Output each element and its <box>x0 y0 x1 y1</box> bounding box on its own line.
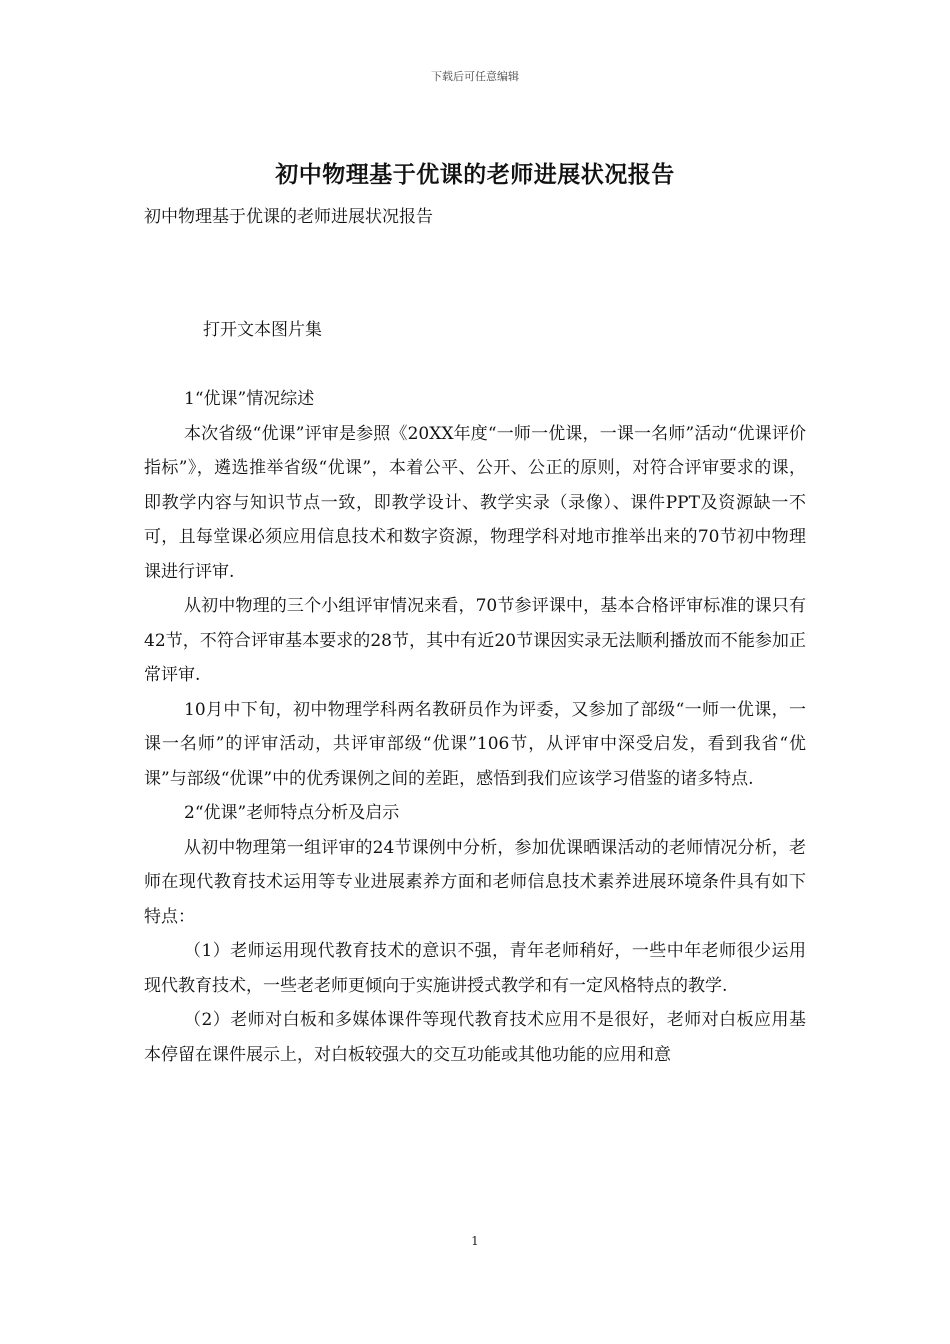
paragraph: 从初中物理第一组评审的24节课例中分析，参加优课晒课活动的老师情况分析，老师在现代教育技术运用等专业进展素养方面和老师信息技术素养进展环境条件具有如下特点： <box>144 837 806 927</box>
document-body <box>144 382 806 1072</box>
paragraph: 本次省级“优课”评审是参照《20XX年度“一师一优课，一课一名师”活动“优课评价指标”》，遴选推举省级“优课”，本着公平、公开、公正的原则，对符合评审要求的课，即教学内容与知识节点一致，即教学设计、教学实录（录像）、课件PPT及资源缺一不可，且每堂课必须应用信息技术和数字资源，物理学科对地市推举出来的70节初中物理课进行评审. <box>144 423 806 582</box>
section-heading-2: 2“优课”老师特点分析及启示 <box>184 803 400 823</box>
open-image-gallery-link[interactable]: 打开文本图片集 <box>203 320 322 340</box>
section-heading-1: 1“优课”情况综述 <box>184 389 315 409</box>
paragraph: 10月中下旬，初中物理学科两名教研员作为评委，又参加了部级“一师一优课，一课一名师”的评审活动，共评审部级“优课”106节，从评审中深受启发，看到我省“优课”与部级“优课”中的优秀课例之间的差距，感悟到我们应该学习借鉴的诸多特点. <box>144 699 806 789</box>
list-item: （2）老师对白板和多媒体课件等现代教育技术应用不是很好，老师对白板应用基本停留在课件展示上，对白板较强大的交互功能或其他功能的应用和意 <box>144 1010 806 1065</box>
list-item: （1）老师运用现代教育技术的意识不强，青年老师稍好，一些中年老师很少运用现代教育技术，一些老老师更倾向于实施讲授式教学和有一定风格特点的教学. <box>144 941 806 996</box>
document-subtitle: 初中物理基于优课的老师进展状况报告 <box>144 207 433 227</box>
paragraph: 从初中物理的三个小组评审情况来看，70节参评课中，基本合格评审标准的课只有42节，不符合评审基本要求的28节，其中有近20节课因实录无法顺利播放而不能参加正常评审. <box>144 596 806 685</box>
page-number: 1 <box>471 1234 479 1248</box>
header-note: 下载后可任意编辑 <box>431 70 519 83</box>
document-title: 初中物理基于优课的老师进展状况报告 <box>275 161 675 188</box>
